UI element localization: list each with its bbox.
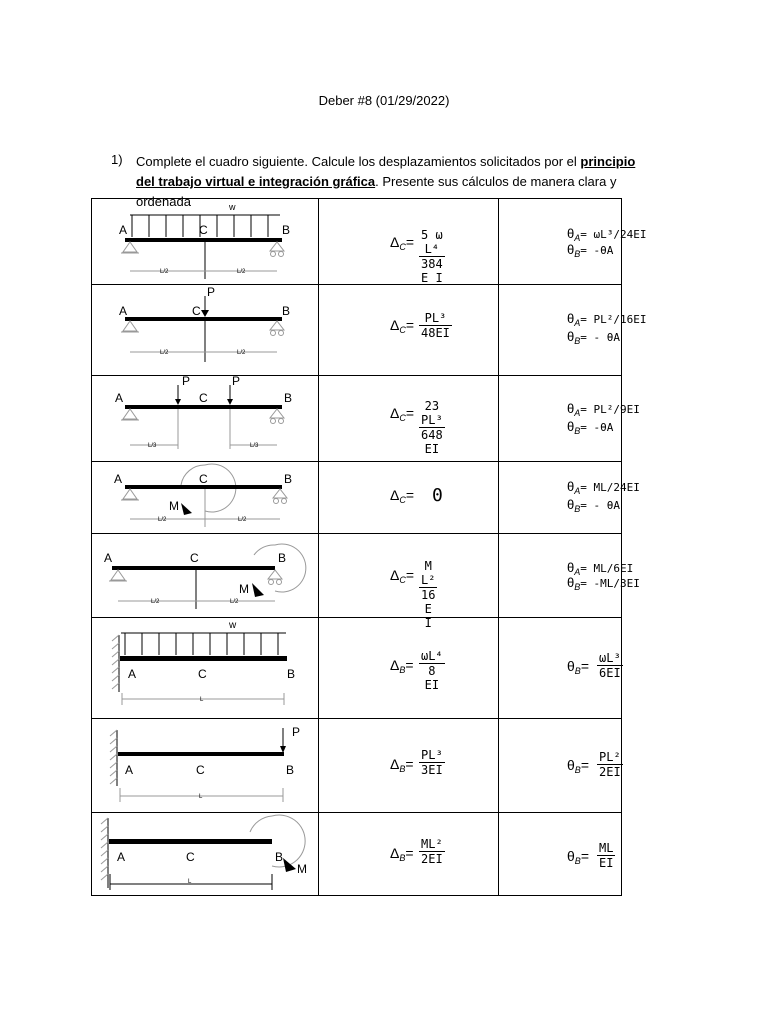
theta-b-line: $\theta_B= - \theta A$	[567, 497, 620, 514]
beam-diagram-3	[92, 375, 317, 460]
label-C: C	[198, 667, 207, 681]
label-A: A	[115, 391, 124, 405]
label-B: B	[282, 223, 291, 237]
label-B: B	[278, 551, 287, 565]
label-L2: L/2	[237, 350, 246, 356]
beam-diagram-6	[92, 617, 317, 717]
simply-supported-two-point-load-diagram	[92, 375, 317, 460]
label-B: B	[282, 304, 291, 318]
question-bold-text: principio del trabajo virtual e integración gráfica	[136, 154, 636, 189]
label-P: P	[292, 725, 301, 739]
label-L2: L/2	[238, 517, 247, 523]
beam-diagram-8	[92, 812, 317, 895]
label-P: P	[207, 285, 216, 299]
page-title: Deber #8 (01/29/2022)	[318, 93, 450, 108]
label-L2: L/2	[230, 599, 239, 605]
label-A: A	[104, 551, 113, 565]
beam-diagram-7	[92, 718, 317, 810]
beam-diagram-4	[92, 461, 317, 532]
simply-supported-end-moment-diagram	[92, 533, 317, 616]
simply-supported-uniform-load-diagram	[92, 199, 317, 283]
beam-diagram-2	[92, 284, 317, 374]
beam-diagram-5	[92, 533, 317, 616]
theta-a-line: $\theta_A= \omega L^3/24EI$	[567, 226, 647, 243]
theta-a-line: $\theta_A= PL^2/16EI$	[567, 311, 647, 328]
label-B: B	[275, 850, 284, 864]
label-L: L	[188, 879, 192, 885]
label-C: C	[199, 223, 208, 237]
label-A: A	[114, 472, 123, 486]
theta-b-line: $\theta_B= - \theta A$	[567, 329, 620, 346]
label-P: P	[232, 375, 241, 388]
theta-b-line: $\theta_B= -\theta A$	[567, 242, 614, 259]
label-L2: L/2	[158, 517, 167, 523]
label-C: C	[196, 763, 205, 777]
label-B: B	[284, 472, 293, 486]
label-L2: L/2	[151, 599, 160, 605]
question-number: 1)	[111, 152, 123, 167]
equals-sign: =	[405, 234, 415, 250]
theta-a-line: $\theta_A= PL^2/9EI$	[567, 401, 640, 418]
label-M: M	[239, 582, 249, 596]
label-L3: L/3	[250, 443, 259, 449]
label-L3: L/3	[148, 443, 157, 449]
label-M: M	[297, 862, 307, 876]
fraction-numerator: 5 ω L⁴	[421, 228, 443, 256]
question-text-before: Complete el cuadro siguiente. Calcule los desplazamientos solicitados por el	[136, 154, 581, 169]
label-B: B	[286, 763, 295, 777]
label-P: P	[182, 375, 191, 388]
label-C: C	[190, 551, 199, 565]
label-w: w	[229, 620, 237, 631]
label-M: M	[169, 499, 179, 513]
deflection-value: 0	[432, 485, 443, 506]
label-A: A	[128, 667, 137, 681]
label-L2: L/2	[160, 269, 169, 275]
label-A: A	[117, 850, 126, 864]
simply-supported-point-load-diagram	[92, 284, 317, 374]
column-divider	[318, 199, 319, 895]
theta-b-line: $\theta_B= -\theta A$	[567, 419, 614, 436]
label-L: L	[200, 697, 204, 703]
label-C: C	[192, 304, 201, 318]
label-A: A	[125, 763, 134, 777]
cantilever-uniform-load-diagram	[92, 617, 317, 717]
simply-supported-center-moment-diagram	[92, 461, 317, 532]
question-text-after: . Presente sus cálculos de manera clara y ordenada	[136, 174, 617, 209]
delta-subscript: C	[399, 242, 406, 252]
label-C: C	[186, 850, 195, 864]
fraction-denominator: 384 E I	[421, 257, 443, 285]
label-w: w	[229, 202, 236, 212]
label-B: B	[287, 667, 296, 681]
column-divider	[498, 199, 499, 895]
label-L: L	[199, 794, 203, 800]
label-L2: L/2	[160, 350, 169, 356]
cantilever-end-moment-diagram	[92, 812, 317, 895]
label-A: A	[119, 223, 128, 237]
cantilever-point-load-diagram	[92, 718, 317, 810]
delta-symbol: Δ	[390, 234, 400, 250]
label-L2: L/2	[237, 269, 246, 275]
theta-a-line: $\theta_A= ML/24EI$	[567, 479, 640, 496]
theta-a-line: $\theta_A= ML/6EI$	[567, 560, 634, 577]
label-B: B	[284, 391, 293, 405]
label-C: C	[199, 391, 208, 405]
label-C: C	[199, 472, 208, 486]
theta-b-line: $\theta_B= -ML/3EI$	[567, 575, 640, 592]
label-A: A	[119, 304, 128, 318]
beam-diagram-1	[92, 199, 317, 283]
